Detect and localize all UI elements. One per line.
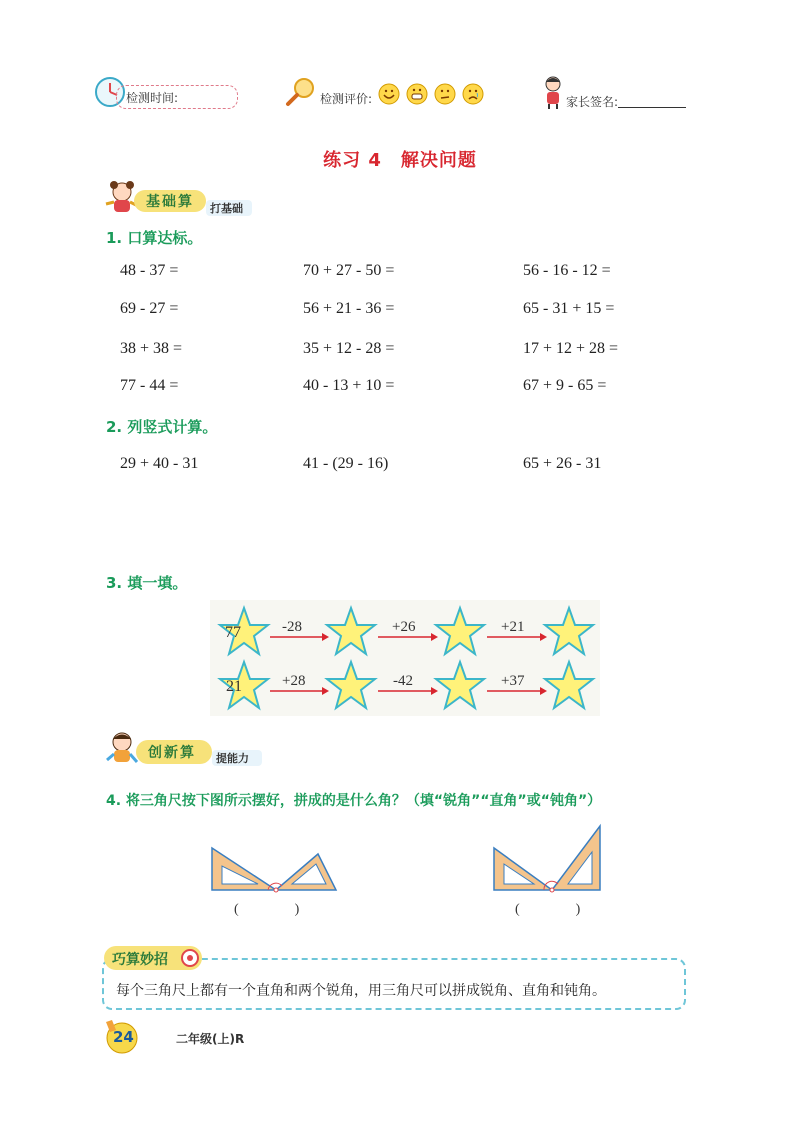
neutral-face-icon[interactable] [434,83,456,105]
star-start-number: 21 [226,678,242,695]
banner-sub-text: 提能力 [216,752,249,765]
arrow-operation: +21 [501,619,525,635]
triangle-ruler-figure-1 [206,840,346,896]
q1-expr: 67 + 9 - 65 = [523,377,607,394]
banner-sub-text: 打基础 [210,202,243,215]
header-bar [88,70,688,114]
q1-expr: 40 - 13 + 10 = [303,377,395,394]
q2-expr: 29 + 40 - 31 [120,455,199,472]
section-banner-innovation [100,730,270,768]
triangle-ruler-figure-2 [488,822,608,898]
grin-face-icon[interactable] [406,83,428,105]
eval-label: 检测评价: [320,92,373,106]
tip-text: 每个三角尺上都有一个直角和两个锐角，用三角尺可以拼成锐角、直角和钝角。 [116,983,606,999]
q1-expr: 69 - 27 = [120,300,179,317]
arrow-operation: +37 [501,673,525,689]
grade-label: 二年级(上)R [176,1032,245,1046]
q1-heading: 1. 口算达标。 [106,229,203,247]
parent-label: 家长签名: [566,95,619,109]
q1-expr: 56 + 21 - 36 = [303,300,395,317]
arrow-operation: +26 [392,619,416,635]
q4-answer-blank[interactable]: ( ) [515,902,581,917]
q1-expr: 38 + 38 = [120,340,183,357]
time-label: 检测时间: [126,91,179,105]
q1-expr: 17 + 12 + 28 = [523,340,619,357]
page-number: 24 [113,1028,134,1046]
target-icon [180,948,200,968]
parent-signature-line[interactable] [618,107,686,108]
banner-main-text: 基础算 [146,194,194,210]
q3-heading: 3. 填一填。 [106,574,188,592]
q2-heading: 2. 列竖式计算。 [106,418,218,436]
arrow-operation: -42 [393,673,413,689]
sad-face-icon[interactable] [462,83,484,105]
q1-expr: 48 - 37 = [120,262,179,279]
q2-expr: 41 - (29 - 16) [303,455,389,472]
q1-expr: 65 - 31 + 15 = [523,300,615,317]
q1-expr: 56 - 16 - 12 = [523,262,611,279]
section-banner-basic [100,180,260,216]
q4-answer-blank[interactable]: ( ) [234,902,300,917]
tip-label: 巧算妙招 [112,952,168,968]
q4-heading: 4. 将三角尺按下图所示摆好，拼成的是什么角？（填“锐角”“直角”或“钝角”） [106,793,602,809]
arrow-operation: -28 [282,619,302,635]
q1-expr: 70 + 27 - 50 = [303,262,395,279]
arrow-operation: +28 [282,673,306,689]
star-chain-diagram [210,600,600,716]
star-start-number: 77 [225,624,241,641]
page-title: 练习 4 解决问题 [323,150,477,171]
parent-icon [540,74,566,110]
banner-main-text: 创新算 [148,745,196,761]
happy-face-icon[interactable] [378,83,400,105]
magnifier-icon [284,76,318,108]
q1-expr: 35 + 12 - 28 = [303,340,395,357]
q1-expr: 77 - 44 = [120,377,179,394]
q2-expr: 65 + 26 - 31 [523,455,602,472]
